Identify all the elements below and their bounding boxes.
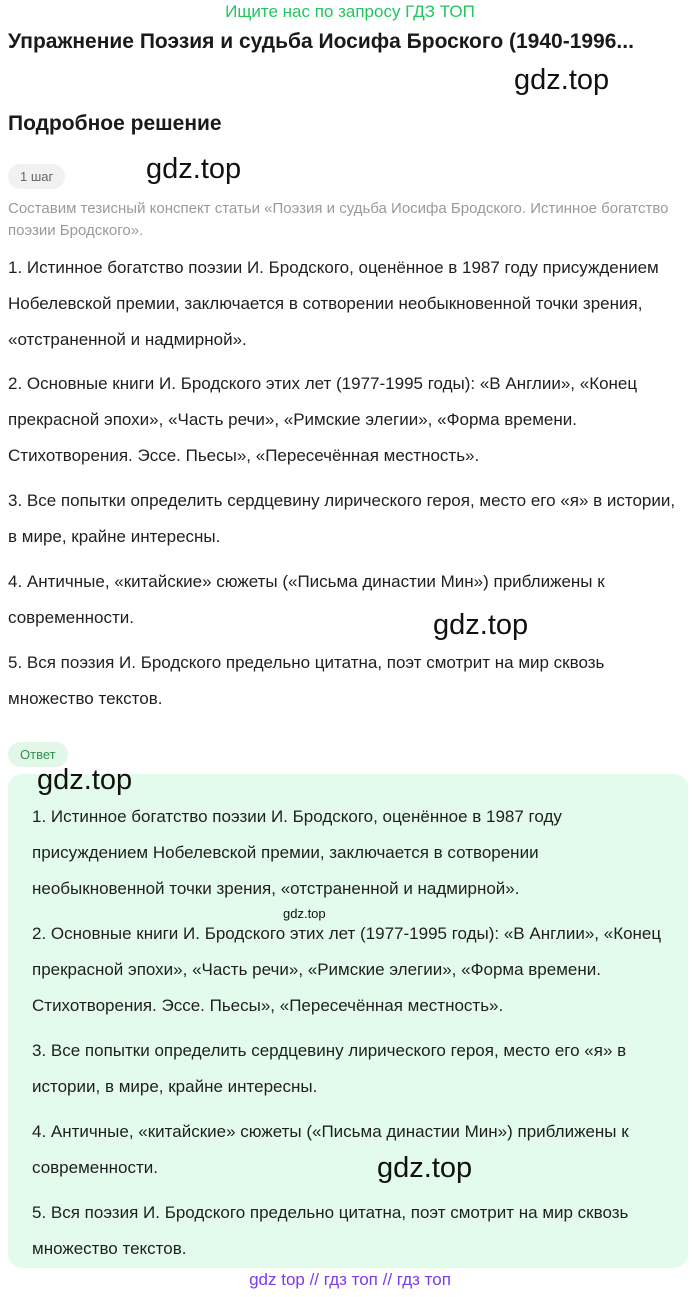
watermark: gdz.top — [146, 153, 242, 185]
section-title: Подробное решение — [8, 112, 222, 135]
solution-point-5: 5. Вся поэзия И. Бродского предельно цитатна, поэт смотрит на мир сквозь множество текстов. — [8, 653, 605, 708]
watermark: gdz.top — [283, 906, 326, 921]
answer-point-3: 3. Все попытки определить сердцевину лирического героя, место его «я» в истории, в мире, крайне интересны. — [32, 1041, 627, 1096]
page-title: Упражнение Поэзия и судьба Иосифа Броского (1940-1996... — [8, 30, 634, 53]
watermark: gdz.top — [514, 64, 610, 96]
answer-badge: Ответ — [8, 742, 68, 767]
watermark: gdz.top — [377, 1152, 473, 1184]
watermark: gdz.top — [37, 764, 133, 796]
search-banner: Ищите нас по запросу ГДЗ ТОП — [225, 2, 475, 21]
solution-point-1: 1. Истинное богатство поэзии И. Бродского, оценённое в 1987 году присуждением Нобелевской премии, заключается в сотворении необыкновенной точки зрения, «отстраненной и надмирной». — [8, 258, 659, 349]
step-badge: 1 шаг — [8, 164, 65, 189]
answer-point-5: 5. Вся поэзия И. Бродского предельно цитатна, поэт смотрит на мир сквозь множество текстов. — [32, 1203, 629, 1258]
solution-point-4: 4. Античные, «китайские» сюжеты («Письма династии Мин») приближены к современности. — [8, 572, 605, 627]
answer-point-1: 1. Истинное богатство поэзии И. Бродского, оценённое в 1987 году присуждением Нобелевской премии, заключается в сотворении необыкновенной точки зрения, «отстраненной и надмирной». — [32, 807, 562, 898]
answer-point-2: 2. Основные книги И. Бродского этих лет (1977-1995 годы): «В Англии», «Конец прекрасной эпохи», «Часть речи», «Римские элегии», «Форма времени. Стихотворения. Эссе. Пьесы», «Пересечённая местность». — [32, 924, 662, 1015]
intro-text: Составим тезисный конспект статьи «Поэзия и судьба Иосифа Бродского. Истинное богатство поэзии Бродского». — [8, 200, 669, 239]
footer-links: gdz top // гдз топ // гдз топ — [249, 1270, 451, 1289]
solution-point-3: 3. Все попытки определить сердцевину лирического героя, место его «я» в истории, в мире, крайне интересны. — [8, 491, 676, 546]
solution-point-2: 2. Основные книги И. Бродского этих лет (1977-1995 годы): «В Англии», «Конец прекрасной эпохи», «Часть речи», «Римские элегии», «Форма времени. Стихотворения. Эссе. Пьесы», «Пересечённая местность». — [8, 374, 638, 465]
watermark: gdz.top — [433, 609, 529, 641]
answer-point-4: 4. Античные, «китайские» сюжеты («Письма династии Мин») приближены к современности. — [32, 1122, 629, 1177]
